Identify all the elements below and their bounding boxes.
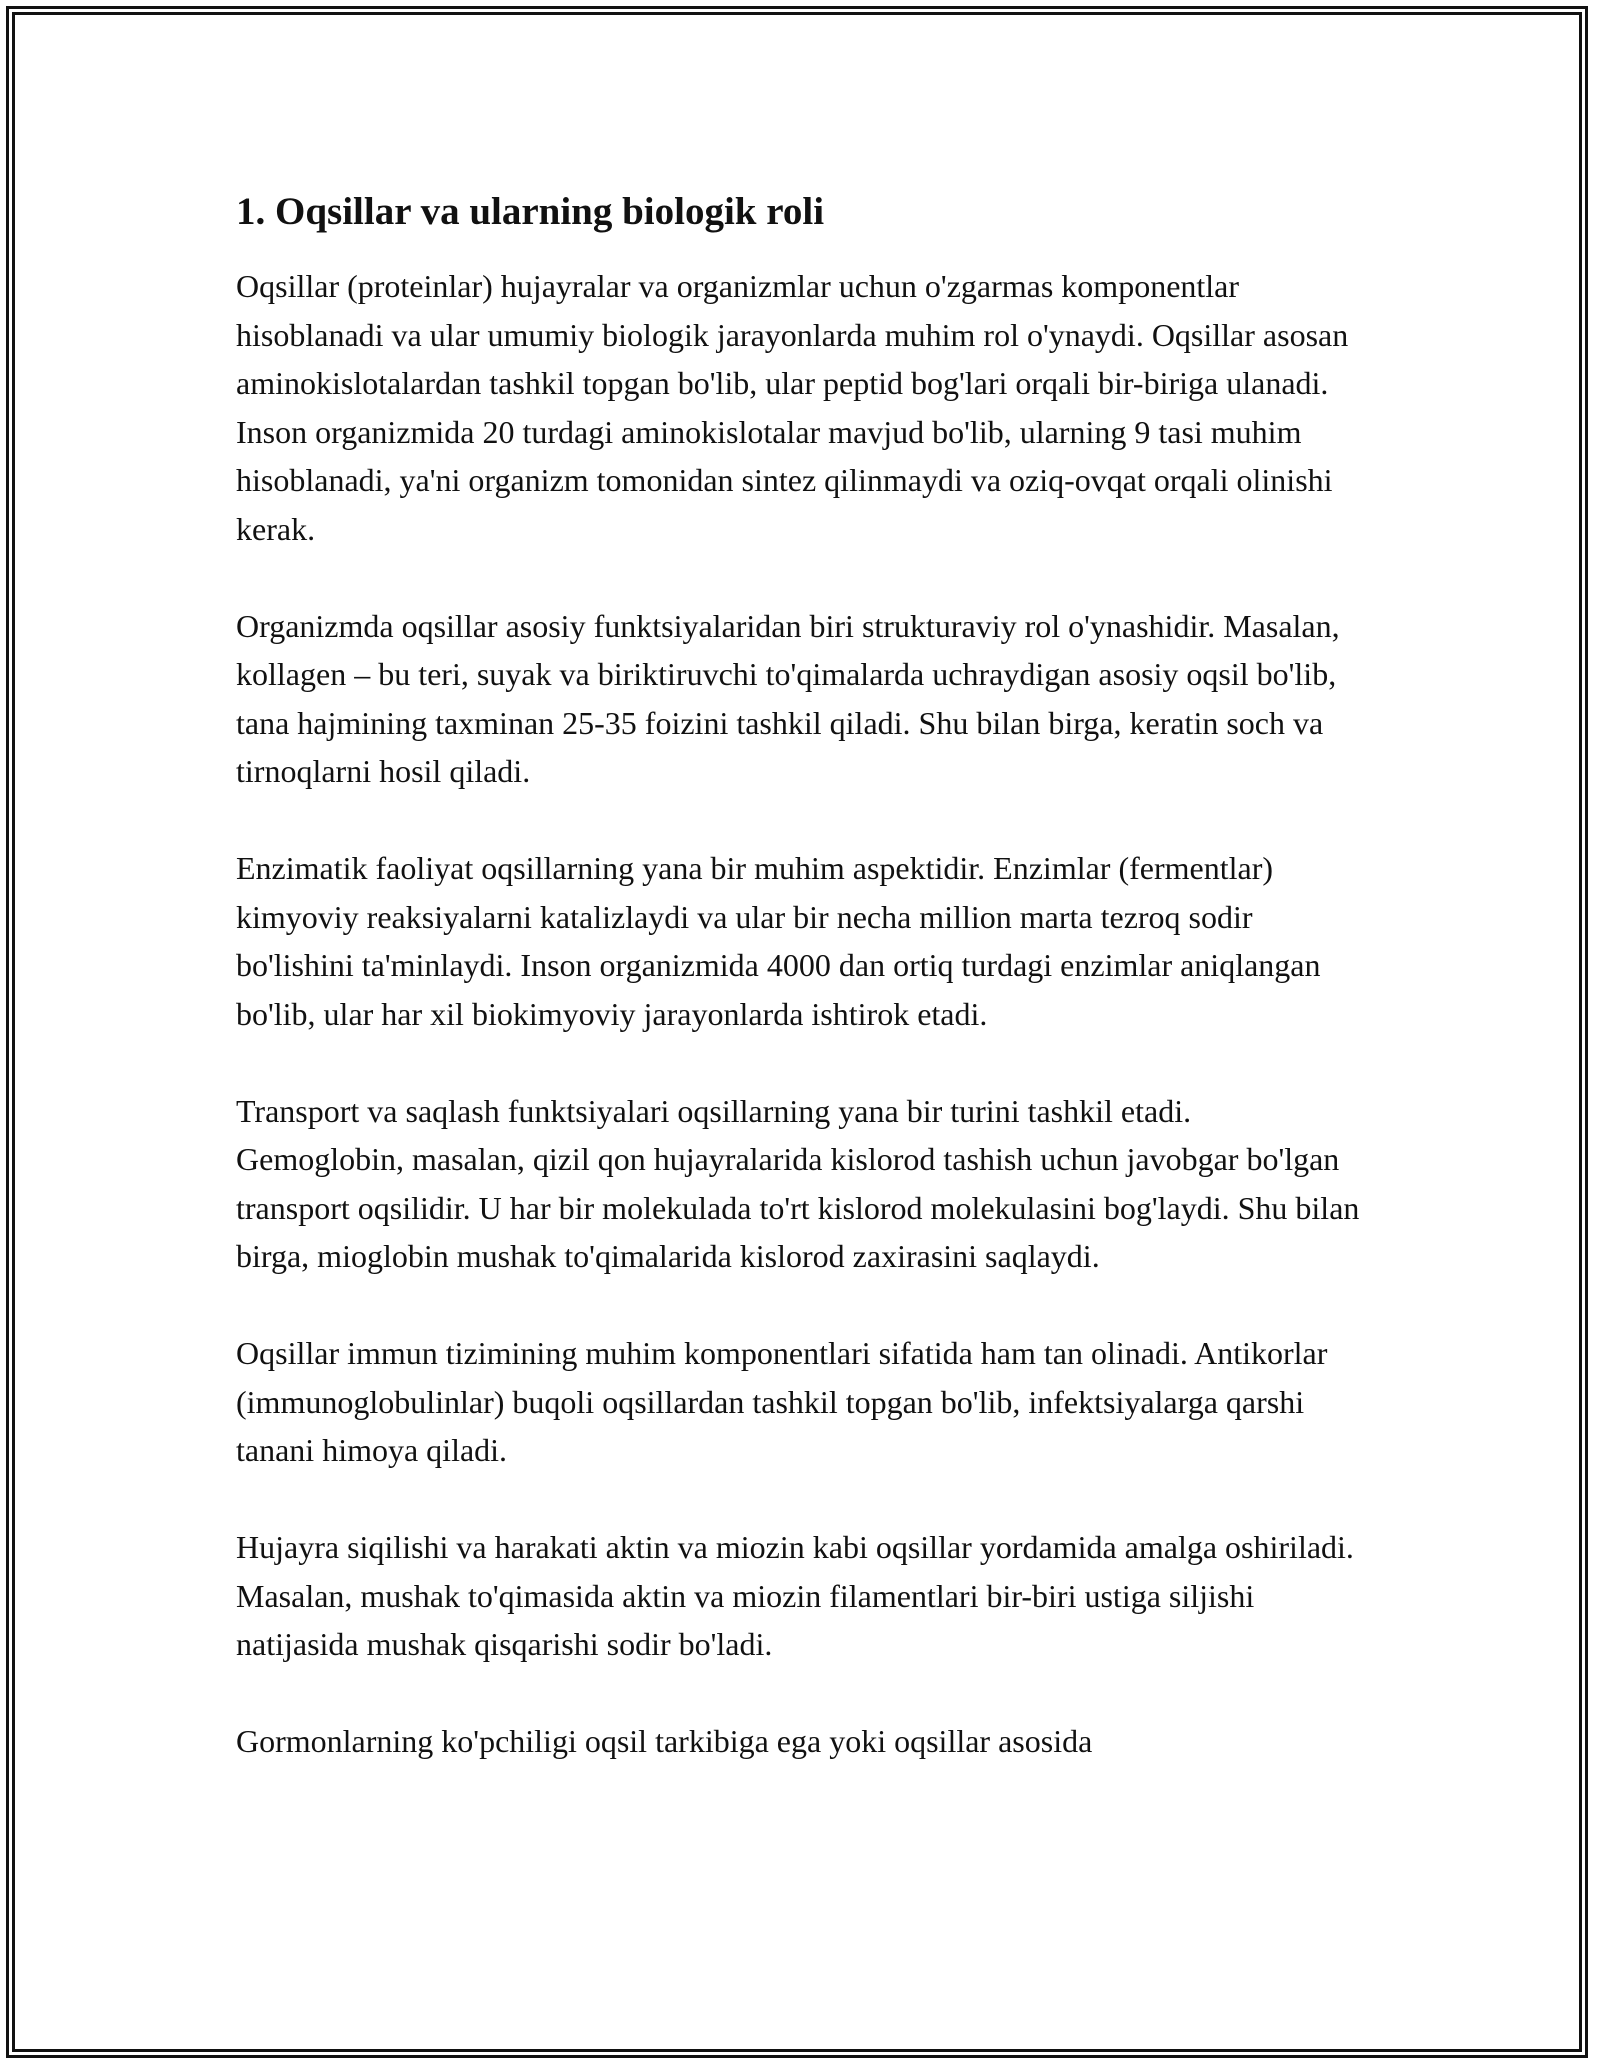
- document-body: [236, 186, 1366, 1814]
- paragraph-immune-system: Oqsillar immun tizimining muhim komponentlari sifatida ham tan olinadi. Antikorlar (immunoglobulinlar) buqoli oqsillardan tashkil topgan bo'lib, infektsiyalarga qarshi tanani himoya qiladi.: [236, 1335, 1328, 1468]
- paragraph-enzymatic-activity: Enzimatik faoliyat oqsillarning yana bir muhim aspektidir. Enzimlar (fermentlar) kimyoviy reaksiyalarni katalizlaydi va ular bir necha million marta tezroq sodir bo'lishini ta'minlaydi. Inson organizmida 4000 dan ortiq turdagi enzimlar aniqlangan bo'lib, ular har xil biokimyoviy jarayonlarda ishtirok etadi.: [236, 850, 1321, 1032]
- paragraph-hormones: Gormonlarning ko'pchiligi oqsil tarkibiga ega yoki oqsillar asosida: [236, 1723, 1093, 1759]
- paragraph-cell-movement: Hujayra siqilishi va harakati aktin va miozin kabi oqsillar yordamida amalga oshiriladi. Masalan, mushak to'qimasida aktin va miozin filamentlari bir-biri ustiga siljishi natijasida mushak qisqarishi sodir bo'ladi.: [236, 1529, 1354, 1662]
- paragraph-structural-role: Organizmda oqsillar asosiy funktsiyalaridan biri strukturaviy rol o'ynashidir. Masalan, kollagen – bu teri, suyak va biriktiruvchi to'qimalarda uchraydigan asosiy oqsil bo'lib, tana hajmining taxminan 25-35 foizini tashkil qiladi. Shu bilan birga, keratin soch va tirnoqlarni hosil qiladi.: [236, 607, 1340, 789]
- paragraph-intro: Oqsillar (proteinlar) hujayralar va organizmlar uchun o'zgarmas komponentlar hisoblanadi va ular umumiy biologik jarayonlarda muhim rol o'ynaydi. Oqsillar asosan aminokislotalardan tashkil topgan bo'lib, ular peptid bog'lari orqali bir-biriga ulanadi. Inson organizmida 20 turdagi aminokislotalar mavjud bo'lib, ularning 9 tasi muhim hisoblanadi, ya'ni organizm tomonidan sintez qilinmaydi va oziq-ovqat orqali olinishi kerak.: [236, 268, 1349, 547]
- section-heading: 1. Oqsillar va ularning biologik roli: [236, 190, 825, 233]
- paragraph-transport-storage: Transport va saqlash funktsiyalari oqsillarning yana bir turini tashkil etadi. Gemoglobin, masalan, qizil qon hujayralarida kislorod tashish uchun javobgar bo'lgan transport oqsilidir. U har bir molekulada to'rt kislorod molekulasini bog'laydi. Shu bilan birga, mioglobin mushak to'qimalarida kislorod zaxirasini saqlaydi.: [236, 1092, 1360, 1274]
